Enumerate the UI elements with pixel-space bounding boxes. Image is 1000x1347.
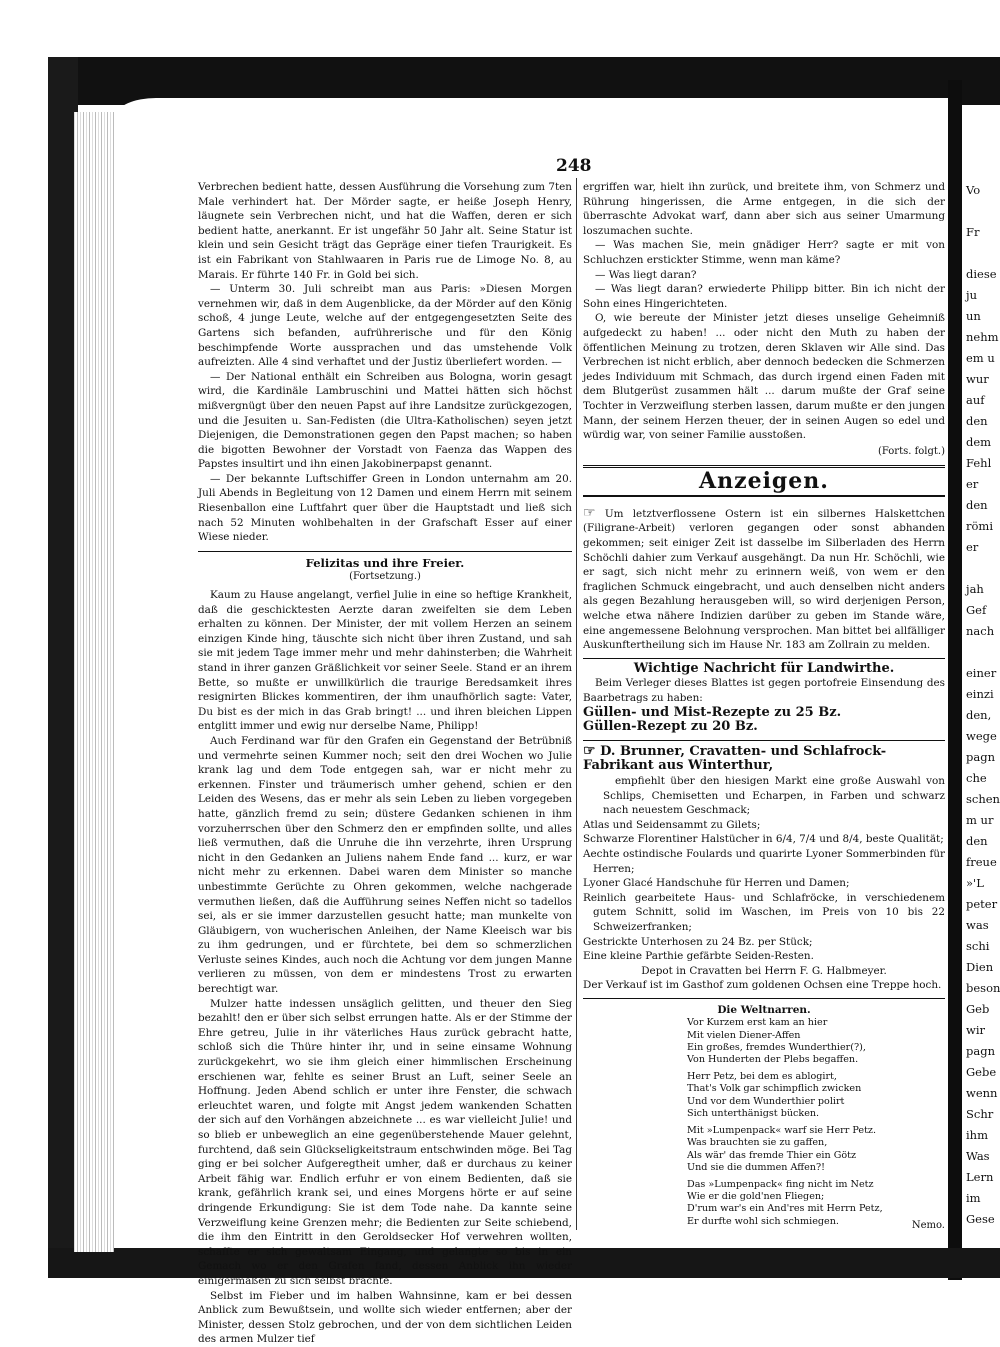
- next-page-text-fragment: Geb: [966, 1002, 990, 1016]
- list-item: Aechte ostindische Foulards und quarirte Lyoner Sommerbinden für Herren;: [583, 847, 945, 875]
- next-page-text-fragment: [966, 558, 1000, 579]
- story-paragraph: — Was machen Sie, mein gnädiger Herr? sagte er mit von Schluchzen erstickter Stimme, wenn man käme?: [583, 239, 945, 266]
- ad-text: Beim Verleger dieses Blattes ist gegen portofreie Einsendung des Baarbetrags zu haben:: [583, 677, 945, 704]
- story-paragraph: Auch Ferdinand war für den Grafen ein Gegenstand der Betrübniß und vermehrte seinen Kummer noch; seit den drei Wochen wo Julie krank lag und dem Tode entgegen sah, war er nicht mehr zu erkennen. Finster und träumerisch umher gehend, schien er den Leiden des Wesens, das er mehr als sein Leben zu lieben vorgegeben hatte, gänzlich fremd zu sein; düstere Gedanken schienen in ihm vorzuherrschen über den Schmerz den er empfinden sollte, und alles ließ vermuthen, daß die Unruhe die ihn verzehrte, ihren Ursprung nicht in den Gedanken an Juliens nahem Ende fand ... kurz, er war nicht mehr zu erkennen. Dabei waren dem Minister so manche unbestimmte Gerüchte zu Ohren gekommen, welche nachgerade vermuthen ließen, daß die Aufführung seines Neffen nicht so tadellos sei, als er sie immer darzustellen gesucht hatte; man munkelte von Gläubigern, von wucherischen Anleihen, der Name Kleeisch war bis zu ihm gedrungen, und er fürchtete, bei dem so schmerzlichen Verluste seines Kindes, auch noch die Achtung vor dem jungen Manne verlieren zu müssen, von dem er mindestens Trost zu erwarten berechtigt war.: [198, 734, 572, 996]
- next-page-text-fragment: den: [966, 834, 988, 848]
- next-page-text-fragment: auf: [966, 393, 985, 407]
- next-page-text-fragment: beson: [966, 981, 1000, 995]
- next-page-text-fragment: em u: [966, 351, 995, 365]
- next-page-text-fragment: was: [966, 918, 989, 932]
- next-page-text-fragment: Vo: [966, 183, 981, 197]
- article-divider: [198, 551, 572, 552]
- story-paragraph: Mulzer hatte indessen unsäglich gelitten, und theuer den Sieg bezahlt! den er über sich selbst errungen hatte. Als er der Stimme der Ehre getreu, Julie in ihr väterliches Haus zurück gebracht hatte, schloß sich die Thüre hinter ihr, und in seine einsame Wohnung zurückgekehrt, wo sie ihm gleich einer himmlischen Erscheinung erschienen war, fehlte es seiner Brust an Luft, seiner Seele an Hoffnung. Jeden Abend schlich er unter ihre Fenster, die schwach erleuchtet waren, und folgte mit Angst jedem wankenden Schatten der sich auf den Vorhängen abzeichnete ... es war vielleicht Julie! und so blieb er unbeweglich an eine gegenüberstehende Mauer gelehnt, furchtend, daß sein Glückseligkeitstraum entschwinden möge. Bei Tag ging er bei solcher Aufgeregtheit umher, daß er durchaus zu keiner Arbeit fähig war. Endlich erfuhr er von einem Bedienten, daß sie krank, gefährlich krank sei, und eines Morgens hörte er auf seine dringende Erkundigung: Sie ist dem Tode nahe. Da kannte seine Verzweiflung keine Grenzen mehr; die Bedienten zur Seite schiebend, die ihm den Eintritt in den Geroldsecker Hof verwehren wollten, schaffte er sich gewaltsam Eingang, und gelangte so bis in ein Gemach wo er den Grafen fand, dessen Anblick ihn wieder einigermaßen zu sich selbst brachte.: [198, 997, 572, 1287]
- ad-farmers-news: [583, 659, 945, 741]
- next-page-text-fragment: im: [966, 1191, 981, 1205]
- next-page-text-fragment: [966, 243, 1000, 264]
- next-page-text-fragment: pagn: [966, 1044, 995, 1058]
- poem-line: Mit vielen Diener-Affen: [687, 1029, 801, 1041]
- poem-line: Von Hunderten der Plebs begaffen.: [687, 1054, 859, 1066]
- next-page-text-fragment: wenn: [966, 1086, 998, 1100]
- next-page-text-fragment: nehm: [966, 330, 999, 344]
- next-page-text-fragment: Dien: [966, 960, 994, 974]
- next-page-text-fragment: Schr: [966, 1107, 994, 1121]
- poem-stanza: [687, 1017, 945, 1066]
- next-page-text-fragment: un: [966, 309, 981, 323]
- poem-signature: Nemo.: [911, 1219, 945, 1231]
- article-subtitle: (Fortsetzung.): [349, 571, 421, 583]
- next-page-text-fragment: Was: [966, 1149, 990, 1163]
- column-divider: [576, 178, 577, 1230]
- next-page-text-fragment: Gebe: [966, 1065, 997, 1079]
- story-paragraph: Selbst im Fieber und im halben Wahnsinne, kam er bei dessen Anblick zum Bewußtsein, und wollte sich wieder entfernen; aber der Minister, dessen Stolz gebrochen, und der von dem sichtlichen Leiden des armen Mulzer tief: [198, 1289, 572, 1346]
- next-page-text-fragment: diese: [966, 267, 997, 281]
- next-page-text-fragment: einer: [966, 666, 997, 680]
- news-paragraph: — Der bekannte Luftschiffer Green in London unternahm am 20. Juli Abends in Begleitung von 12 Damen und einem Herrn mit seinem Riesenballon eine Luftfahrt quer über die Hauptstadt und ließ sich nach 52 Minuten wohlbehalten in der Grafschaft Esser auf einer Wiese nieder.: [198, 472, 572, 544]
- next-page-text-fragment: [966, 642, 1000, 663]
- list-item: Lyoner Glacé Handschuhe für Herren und Damen;: [583, 877, 850, 890]
- next-page-text-fragment: schen: [966, 792, 1000, 806]
- next-page-text-fragment: schi: [966, 939, 990, 953]
- poem-line: Als wär' das fremde Thier ein Götz: [687, 1149, 857, 1161]
- ad-offer-line: Güllen-Rezept zu 20 Bz.: [583, 719, 758, 735]
- poem: [687, 1017, 945, 1227]
- next-page-text-fragment: den: [966, 414, 988, 428]
- next-page-text-fragment: che: [966, 771, 987, 785]
- news-paragraph: Verbrechen bedient hatte, dessen Ausführung die Vorsehung zum 7ten Male verhindert hat. Der Mörder sagte, er heiße Joseph Henry, läugnete sein Verbrechen nicht, und hat die Waffen, deren er sich bedient hatte, anerkannt. Er ist ungefähr 50 Jahr alt. Seine Statur ist klein und sein Gesicht trägt das Gepräge einer tiefen Traurigkeit. Es ist ein Fabrikant von Stahlwaaren in Paris rue de Limoge No. 8, au Marais. Er führte 140 Fr. in Gold bei sich.: [198, 181, 572, 281]
- ad-offer-line: Güllen- und Mist-Rezepte zu 25 Bz.: [583, 704, 842, 720]
- next-page-text-fragment: Fehl: [966, 456, 992, 470]
- ad-title: Wichtige Nachricht für Landwirthe.: [633, 660, 895, 676]
- poem-line: Das »Lumpenpack« fing nicht im Netz: [687, 1178, 874, 1190]
- list-item: Schwarze Florentiner Halstücher in 6/4, 7/4 und 8/4, beste Qualität;: [583, 833, 944, 846]
- next-page-text-fragment: [966, 201, 1000, 222]
- story-paragraph: ergriffen war, hielt ihn zurück, und breitete ihm, von Schmerz und Rührung hingerissen, die Arme entgegen, in die sich der überraschte Advokat warf, dann aber sich aus seiner Umarmung loszumachen suchte.: [583, 181, 945, 237]
- next-page-text-fragment: freue: [966, 855, 997, 869]
- next-page-text-fragment: wir: [966, 1023, 986, 1037]
- page-edges: [74, 112, 114, 1252]
- poem-line: Ein großes, fremdes Wunderthier(?),: [687, 1041, 866, 1053]
- poem-line: D'rum war's ein And'res mit Herrn Petz,: [687, 1203, 883, 1215]
- continuation-note: (Forts. folgt.): [877, 445, 945, 457]
- list-item: Eine kleine Parthie gefärbte Seiden-Resten.: [583, 950, 814, 963]
- news-paragraph: — Der National enthält ein Schreiben aus Bologna, worin gesagt wird, die Kardinäle Lambruschini und Mattei hätten sich höchst mißvergnügt über den neuen Papst auf ihre Landsitze zurückgezogen, und die Jesuiten u. San-Fedisten (die Ultra-Katholischen) seyen jetzt Diejenigen, die Demonstrationen gegen den Papst machen; so haben die bigotten Bewohner der Vorstadt von Faenza das Wappen des Papstes insultirt und ihn einen Jakobinerpapst genannt.: [198, 370, 572, 471]
- article-title: Felizitas und ihre Freier.: [305, 555, 465, 570]
- poem-stanza: [687, 1125, 945, 1174]
- pointing-hand-icon: ☞: [583, 504, 596, 521]
- list-item: Atlas und Seidensammt zu Gilets;: [583, 818, 761, 831]
- ad-sale-location: Der Verkauf ist im Gasthof zum goldenen Ochsen eine Treppe hoch.: [583, 979, 942, 992]
- next-page-text-fragment: er: [966, 540, 979, 554]
- story-paragraph: O, wie bereute der Minister jetzt dieses unselige Geheimniß aufgedeckt zu haben! ... oder nicht den Muth zu haben der öffentlichen Meinung zu trotzen, deren Sklaven wir Alle sind. Das Verbrechen ist nicht erblich, aber dennoch bedecken die Schmerzen jedes Individuum mit Schmach, das durch irgend einen Faden mit dem Blutgerüst zusammen hält ... darum mußte der Graf seine Tochter in Verzweiflung sterben lassen, darum mußte er den jungen Mann, der seinem Herzen theuer, der in seinen Augen so edel und würdig war, von seiner Familie ausstoßen.: [583, 312, 945, 442]
- story-paragraph: — Was liegt daran?: [595, 268, 697, 281]
- next-page-text-fragment: m ur: [966, 813, 994, 827]
- story-paragraph: — Was liegt daran? erwiederte Philipp bitter. Bin ich nicht der Sohn eines Hingerichteten.: [583, 283, 945, 310]
- next-page-text-fragment: römi: [966, 519, 994, 533]
- next-page-text-fragment: den,: [966, 708, 992, 722]
- next-page-text-fragment: wege: [966, 729, 997, 743]
- poem-line: Was brauchten sie zu gaffen,: [687, 1137, 828, 1149]
- next-page-text-fragment: »'L: [966, 876, 984, 890]
- ad-item-list: [583, 818, 945, 964]
- list-item: Reinlich gearbeitete Haus- und Schlafröcke, in verschiedenem gutem Schnitt, solid im Waschen, im Preis von 10 bis 22 Schweizerfranken;: [583, 891, 945, 933]
- ad-depot: Depot in Cravatten bei Herrn F. G. Halbmeyer.: [641, 964, 887, 977]
- poem-stanza: [687, 1071, 945, 1120]
- poem-line: Mit »Lumpenpack« warf sie Herr Petz.: [687, 1125, 877, 1137]
- story-paragraph: Kaum zu Hause angelangt, verfiel Julie in eine so heftige Krankheit, daß die geschicktesten Aerzte daran zweifelten sie dem Leben erhalten zu können. Der Minister, der mit vollem Herzen an seinem einzigen Kinde hing, täuschte sich nicht über ihren Zustand, und sah sie mit jedem Tage immer mehr und mehr dahinsterben; die Wahrheit stand in ihrer ganzen Gräßlichkeit vor seiner Seele. Stand er an ihrem Bette, so mußte er unwillkürlich die traurige Beredsamkeit ihres resignirten Blickes kommentiren, der ihm unaufhörlich sagte: Vater, Du bist es der mich in das Grab bringt! ... und ihren bleichen Lippen entglitt immer und ewig nur derselbe Name, Philipp!: [198, 589, 572, 733]
- pointing-hand-icon: ☞: [583, 742, 596, 759]
- next-page-text-fragment: einzi: [966, 687, 994, 701]
- poem-line: Und sie die dummen Affen?!: [687, 1161, 825, 1173]
- ad-title: D. Brunner, Cravatten- und Schlafrock-Fabrikant aus Winterthur,: [583, 743, 887, 774]
- ads-heading: Anzeigen.: [583, 465, 945, 497]
- next-page-text-fragment: Lern: [966, 1170, 994, 1184]
- next-page-text-fragment: ju: [966, 288, 977, 302]
- next-page-text-fragment: er: [966, 477, 979, 491]
- poem-line: Wie er die gold'nen Fliegen;: [687, 1191, 825, 1203]
- next-page-text-fragment: den: [966, 498, 988, 512]
- poem-line: Er durfte wohl sich schmiegen.: [687, 1215, 839, 1227]
- right-column: [583, 180, 945, 1233]
- page-number: 248: [556, 156, 592, 176]
- next-page-text-fragment: ihm: [966, 1128, 988, 1142]
- poem-line: Und vor dem Wunderthier polirt: [687, 1095, 845, 1107]
- ad-brunner: [583, 741, 945, 999]
- next-page-text-fragment: dem: [966, 435, 992, 449]
- next-page-text-fragment: peter: [966, 897, 998, 911]
- poem-line: That's Volk gar schimpflich zwicken: [687, 1083, 862, 1095]
- next-page-text-fragment: pagn: [966, 750, 995, 764]
- ad-text: Um letztverflossene Ostern ist ein silbernes Halskettchen (Filigrane-Arbeit) verloren gegangen oder sonst abhanden gekommen; seit einiger Zeit ist dasselbe im Silberladen des Herrn Schöchli dahier zum Verkauf ausgehängt. Da nun Hr. Schöchli, wie er sagt, sich nicht mehr zu erinnern weiß, von wem er den fraglichen Schmuck eingebracht, und auch denselben nicht anders als gegen Bezahlung herausgeben will, so wird derjenigen Person, welche etwa nähere Indizien darüber zu geben im Stande wäre, eine angemessene Belohnung versprochen. Man bittet bei allfälliger Auskunftertheilung sich im Hause Nr. 183 am Zollrain zu melden.: [583, 507, 945, 652]
- next-page-text-fragment: nach: [966, 624, 995, 638]
- next-page-fragment: [966, 180, 1000, 1230]
- poem-line: Herr Petz, bei dem es ablogirt,: [687, 1071, 837, 1083]
- next-page-text-fragment: Gef: [966, 603, 987, 617]
- poem-line: Sich unterthänigst bücken.: [687, 1107, 820, 1119]
- next-page-text-fragment: Gese: [966, 1212, 995, 1226]
- list-item: Gestrickte Unterhosen zu 24 Bz. per Stück;: [583, 935, 813, 948]
- next-page-text-fragment: Fr: [966, 225, 980, 239]
- ad-text: empfiehlt über den hiesigen Markt eine große Auswahl von Schlips, Chemisetten und Echarpen, in Farben und schwarz nach neuestem Geschmack;: [603, 774, 945, 817]
- news-paragraph: — Unterm 30. Juli schreibt man aus Paris: »Diesen Morgen vernehmen wir, daß in dem Augenblicke, da der Mörder auf den König schoß, 4 junge Leute, welche auf der entgegengesetzten Seite des Gartens sich befanden, aufrührerische und für den König beschimpfende Worte aussprachen und das umstehende Volk aufreizten. Alle 4 sind verhaftet und der Justiz überliefert worden. —: [198, 283, 572, 369]
- next-page-text-fragment: jah: [966, 582, 984, 596]
- next-page-text-fragment: wur: [966, 372, 989, 386]
- ad-lost-necklace: [583, 503, 945, 659]
- poem-title: Die Weltnarren.: [717, 1003, 811, 1016]
- poem-line: Vor Kurzem erst kam an hier: [687, 1017, 828, 1029]
- left-column: [198, 180, 572, 1347]
- book-binding: [948, 80, 962, 1280]
